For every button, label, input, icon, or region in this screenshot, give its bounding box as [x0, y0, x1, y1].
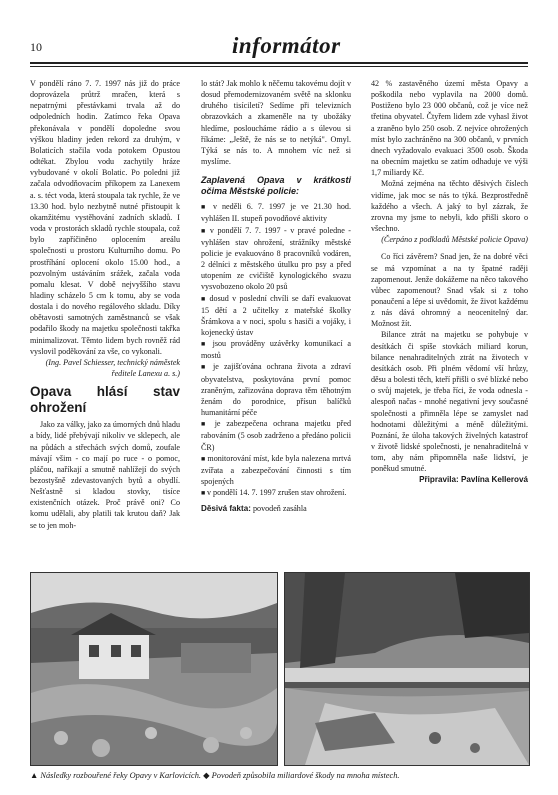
police-summary-heading: Zaplavená Opava v krátkosti očima Městské policie:	[201, 175, 351, 197]
column-right	[371, 78, 528, 486]
flood-photo-bridge	[284, 572, 530, 766]
column-middle	[201, 78, 351, 514]
timeline-item: ■ monitorování míst, kde byla nalezena mrtvá zvířata a zabezpečování činnosti s tím spojených	[201, 453, 351, 487]
author-signature: (Ing. Pavel Schiesser, technický náměstek ředitele Lanexu a. s.)	[45, 357, 180, 379]
timeline-item: ■ je zabezpečena ochrana majetku před rabováním (5 osob zadrženo a předáno policii ČR)	[201, 418, 351, 452]
facts-text: povodeň zasáhla	[252, 504, 307, 514]
timeline-item: ■ jsou prováděny uzávěrky komunikací a mostů	[201, 338, 351, 361]
facts-lead: Děsivá fakta:	[201, 504, 251, 514]
damage-stats-paragraph: 42 % zastavěného území města Opavy a poškodila nebo vyplavila na 2000 domů. Postiženo bylo 23 000 občanů, což je více než třetina obyvatel. Čtyřem lidem zde vyhasl život a zraněno bylo 250 osob. Z nejvíce ohrožených míst bylo zachráněno na 300 občanů, v prvních dnech vyžadovalo evakuaci 3500 osob. Škoda na obecním majetku se zatím odhaduje ve výši 1,7 miliardy Kč.	[371, 79, 528, 178]
masthead-title: informátor	[232, 33, 341, 58]
timeline-item: ■ dosud v poslední chvíli se daří evakuovat 15 dětí a 2 učitelky z mateřské školky Šrámkova a v noci, spolu s hasiči a vojáky, i kojenecký ústav	[201, 293, 351, 339]
flood-photo-karlovice	[30, 572, 278, 766]
page-number: 10	[30, 40, 42, 54]
photo-caption: ▲ Následky rozbouřené řeky Opavy v Karlovicích. ◆ Povodeň způsobila miliardové škody na mnoha místech.	[30, 771, 400, 780]
column-left	[30, 78, 180, 531]
timeline-item: ■ v pondělí 7. 7. 1997 - v pravé poledne - vyhlášen stav ohrožení, strážníky městské policie je evakuováno 8 pracovníků vodáren, 2 délníci z městského útulku pro psy a před utopením ze cvičiště kynologického svazu vysvobozeno okolo 20 psů	[201, 225, 351, 293]
source-note: (Čerpáno z podkladů Městské policie Opava)	[381, 235, 528, 245]
header-rule-bottom	[30, 66, 528, 67]
article-intro-paragraph: Jako za války, jako za úmorných dnů hladu a bídy, lidé přebývají nikoliv ve sklepech, ale na půdách a střechách svých domů, zoufale mávají všim - co mají po ruce - o pomoc, pláčou, naříkají a smutně nahlížejí do svých bezostyšně zdevastovaných bytů a obydlí. Nešťastně si kladou stovky, tisíce existenčních otázek. Proč právě oni? Co komu udělali, aby platili tak krutou daň? Jak se to jen moh-	[30, 420, 180, 530]
flood-photo-bridge-image	[285, 573, 529, 765]
article-heading: Opava hlásí stav ohrožení	[30, 384, 180, 416]
reflection-paragraph: Možná zejména na těchto děsivých číslech vidíme, jak moc se nás to týká. Bezprostředně každého a všech. A jaký to byl zázrak, že zrovna my jsme to nebyli, kdo přišli skoro o všechno.	[371, 179, 528, 234]
article-continuation: lo stát? Jak mohlo k něčemu takovému dojít v dosud přemodernizovaném světě na sklonku druhého tisíciletí? Sedíme při televizních obrazovkách a zkameněle na ty ubožáky hledíme, posloucháme rádio a s úlevou si říkáme: „Ještě, že nás se to netýká". Omyl. Týká se nás to. A mnohem víc než si myslíme.	[201, 79, 351, 167]
timeline-item: ■ je zajišťována ochrana života a zdraví obyvatelstva, poskytována první pomoc zraněným, zařizována doprava těm těhotným ženám do porodnice, přísun balíčků humanitární péče	[201, 361, 351, 418]
timeline-item: ■ v pondělí 14. 7. 1997 zrušen stav ohrožení.	[201, 487, 351, 499]
conclusion-paragraph: Co říci závěrem? Snad jen, že na dobré věci se má vzpomínat a na ty špatné raději zapomenout. Jenže dokážeme na něco takového vůbec zapomenout? Snad však si z toho ponaučení a lépe si uvědomit, že život každému z nás dává ohromný a neocenitelný dar. Možnost žít.	[371, 252, 528, 329]
author-credit: Připravila: Pavlína Kellerová	[419, 475, 528, 485]
flood-photo-karlovice-image	[31, 573, 277, 765]
facts-line	[201, 503, 351, 514]
header-rule-top	[30, 62, 528, 64]
timeline-item: ■ v neděli 6. 7. 1997 je ve 21.30 hod. vyhlášen II. stupeň povodňové aktivity	[201, 201, 351, 224]
lanex-report-paragraph: V pondělí ráno 7. 7. 1997 nás již do práce doprovázela průtrž mračen, která s nepatrnými přestávkami trvala až do odpoledních hodin. Zatímco řeka Opava překonávala v pondělí dopoledne svou výškou hladiny jeden rekord za druhým, v Bolaticích stačila voda potokem Opustou odtékat. Zbylou vodu zachytily hráze vybudované v okolí Bolatic. Po poledni již začala odvodňovacím příkopem za Lanexem a. s. téct voda, která stoupala tak rychle, že ve 13.30 hod. bylo nezbytně nutné přistoupit k okamžitému vystěhování zadních skladů. I voda v prostorách skladů rychle stoupala, což bylo zapříčiněno oplocením areálu společnosti u prostoru Kulturního domu. Po prostříhání oplocení okolo 15.00 hod., a pozvolným ustáváním srážek, začala voda pomalu klesat. V době nejvyššího stavu hladiny scházelo 5 cm k tomu, aby se voda dostala i do nového regálového skladu. Díky obětavosti samotných zaměstnanců se však podařilo škody na majetku společnosti takřka minimalizovat. Těmto lidem bych rovněž rád vyslovil poděkování za vše, co vykonali.	[30, 79, 180, 356]
losses-paragraph: Bilance ztrát na majetku se pohybuje v desítkách či spíše stovkách miliard korun, bilance nenahraditelných ztrát na životech v desítkách osob. Při plném vědomí vší hrůzy, děsu a bolesti těch, kteří přišli o své blízké nebo o svůj majetek, je třeba říci, že voda odnesla - alespoň načas - mnohé negativní jevy současné společnosti a přimněla lépe se zamyslet nad hodnotami důležitými a méně důležitými. Poznání, že úloha takových živelných katastrof v životě lidské společnosti, je nenahraditelná v tom, aby nám připomněla naše lidství, je poněkud smutné.	[371, 330, 528, 474]
